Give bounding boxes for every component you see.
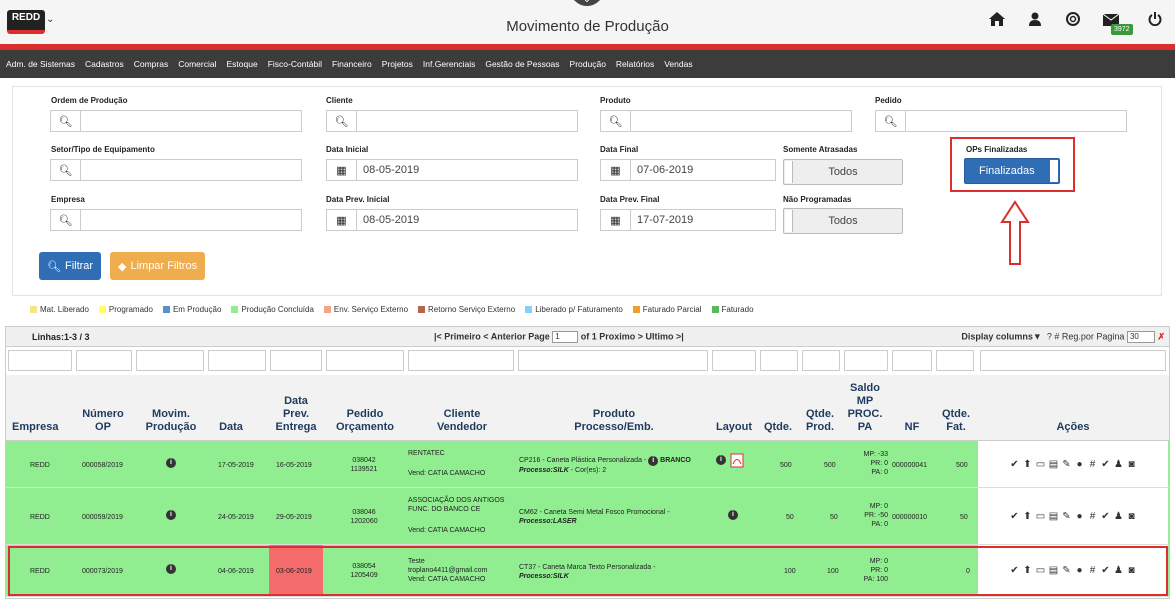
menu-item-financeiro[interactable]: Financeiro: [332, 59, 372, 69]
col-search-input[interactable]: [802, 350, 840, 371]
camera-icon[interactable]: ◙: [1128, 510, 1135, 522]
clear-filter-icon[interactable]: ✗: [1157, 331, 1165, 342]
menu-item-cadastros[interactable]: Cadastros: [84, 59, 124, 69]
col-search-input[interactable]: [712, 350, 756, 371]
info-icon[interactable]: i: [166, 564, 176, 574]
info-icon[interactable]: ●: [1076, 510, 1083, 522]
user-icon[interactable]: [1025, 12, 1045, 32]
prev-inicial-value: 08-05-2019: [363, 214, 420, 226]
col-header-produto[interactable]: Produto Processo/Emb.: [574, 408, 654, 433]
legend-item: Em Produção: [163, 305, 221, 314]
limpar-filtros-button[interactable]: ◆ Limpar Filtros: [110, 252, 205, 280]
col-header-empresa[interactable]: Empresa: [12, 421, 59, 433]
chevron-down-icon[interactable]: ⌄: [46, 14, 55, 25]
prev-inicial-field[interactable]: [326, 209, 578, 231]
mail-icon[interactable]: [1101, 12, 1130, 33]
pdf-icon[interactable]: [730, 453, 744, 471]
cell-pedido[interactable]: 038054 1205409: [350, 563, 378, 579]
display-columns-button[interactable]: Display columns▼: [961, 331, 1042, 342]
menu-item-adm[interactable]: Adm. de Sistemas: [6, 59, 75, 69]
setor-field[interactable]: [50, 159, 302, 181]
pedido-label: Pedido: [875, 96, 902, 105]
cell-data: 04-06-2019: [218, 568, 254, 575]
logo-badge: REDD: [7, 10, 45, 34]
data-final-value: 07-06-2019: [637, 164, 694, 176]
col-header-acoes: Ações: [1056, 421, 1090, 433]
support-icon[interactable]: [1063, 12, 1083, 32]
hash-icon[interactable]: #: [1089, 510, 1096, 522]
search-icon[interactable]: 🔍︎: [327, 111, 357, 131]
layout-info-icon[interactable]: i: [728, 510, 738, 520]
edit-icon[interactable]: ✎: [1062, 458, 1071, 470]
menu-item-projetos[interactable]: Projetos: [381, 59, 413, 69]
cell-qtde-fat: 50: [960, 514, 968, 521]
info-icon[interactable]: i: [648, 456, 658, 466]
menu-item-vendas[interactable]: Vendas: [664, 59, 693, 69]
cell-qtde-fat: 500: [956, 462, 968, 469]
power-icon[interactable]: [1145, 12, 1165, 32]
atrasadas-toggle[interactable]: [783, 159, 903, 185]
menu-item-fisco[interactable]: Fisco-Contábil: [267, 59, 323, 69]
cliente-field[interactable]: [326, 110, 578, 132]
page-select[interactable]: 1: [552, 331, 578, 343]
ordem-label: Ordem de Produção: [51, 96, 128, 105]
atrasadas-value: Todos: [828, 166, 858, 178]
check-icon[interactable]: ✔: [1010, 565, 1019, 576]
cell-qtde-prod: 50: [830, 514, 838, 521]
nao-programadas-value: Todos: [828, 215, 858, 227]
calendar-icon[interactable]: ▦: [601, 160, 631, 180]
menu-item-compras[interactable]: Compras: [133, 59, 169, 69]
ops-finalizadas-label: OPs Finalizadas: [966, 145, 1028, 154]
per-page-select[interactable]: 30: [1127, 331, 1155, 343]
search-icon[interactable]: 🔍︎: [51, 160, 81, 180]
workers-icon[interactable]: ♟: [1114, 510, 1123, 522]
monitor-icon[interactable]: ▭: [1035, 510, 1046, 522]
cell-nf: 000000041: [892, 462, 928, 469]
data-inicial-field[interactable]: [326, 159, 578, 181]
col-header-data[interactable]: Data: [219, 421, 243, 433]
cell-qtde: 100: [784, 568, 796, 575]
pager-bar: Linhas:1-3 / 3 |< Primeiro < Anterior Page 1 of 1 Proximo > Ultimo >| Display columns▼ ? # Reg.por Pagina 30 ✗: [6, 327, 1169, 347]
search-icon[interactable]: 🔍︎: [876, 111, 906, 131]
pedido-field[interactable]: [875, 110, 1127, 132]
setor-label: Setor/Tipo de Equipamento: [51, 145, 155, 154]
col-search-input[interactable]: [326, 350, 404, 371]
collapse-header-icon[interactable]: [570, 0, 604, 6]
cell-produto: CP216 - Caneta Plástica Personalizada - i BRANCO Processo:SILK - Cor(es): 2: [519, 457, 691, 474]
cell-data: 17-05-2019: [218, 462, 254, 469]
cell-empresa: REDD: [30, 462, 50, 469]
main-menu: [0, 50, 1175, 78]
row-actions: [978, 488, 1168, 544]
col-header-prev[interactable]: Data Prev. Entrega: [275, 395, 317, 433]
menu-item-inf-gerenciais[interactable]: Inf.Gerenciais: [422, 59, 476, 69]
mail-count-badge: 3972: [1111, 24, 1133, 35]
ops-finalizadas-toggle[interactable]: [964, 158, 1060, 184]
workers-icon[interactable]: ♟: [1114, 565, 1123, 576]
upload-icon[interactable]: ⬆: [1023, 510, 1032, 522]
col-header-saldo[interactable]: Saldo MP PROC. PA: [847, 382, 883, 433]
cell-qtde: 500: [780, 462, 792, 469]
row-highlight-box: [8, 546, 1168, 596]
ops-finalizadas-value: Finalizadas: [979, 165, 1035, 177]
cell-qtde-prod: 100: [827, 568, 839, 575]
filtrar-button[interactable]: 🔍︎ Filtrar: [39, 252, 101, 280]
upload-icon[interactable]: ⬆: [1023, 565, 1032, 576]
layout-info-icon[interactable]: i: [716, 455, 726, 465]
cell-nf: 000000010: [892, 514, 928, 521]
search-icon[interactable]: 🔍︎: [601, 111, 631, 131]
approve-icon[interactable]: ✔: [1101, 458, 1110, 470]
approve-icon[interactable]: ✔: [1101, 565, 1110, 576]
cell-saldo: MP: 0 PR: 0 PA: 100: [863, 558, 888, 583]
col-search-input[interactable]: [76, 350, 132, 371]
col-search-input[interactable]: [208, 350, 266, 371]
app-header: [0, 0, 1175, 44]
col-search-input[interactable]: [760, 350, 798, 371]
cell-empresa: REDD: [30, 568, 50, 575]
prev-final-field[interactable]: [600, 209, 776, 231]
legend-item: Faturado: [712, 305, 754, 314]
cell-qtde-prod: 500: [824, 462, 836, 469]
table-row[interactable]: [6, 488, 1169, 545]
cell-pedido[interactable]: 038046 1202060: [350, 509, 378, 525]
calendar-icon[interactable]: ▦: [327, 210, 357, 230]
col-header-nf[interactable]: NF: [904, 421, 920, 433]
ordem-field[interactable]: [50, 110, 302, 132]
legend-item: Produção Concluída: [231, 305, 314, 314]
cell-pedido[interactable]: 038042 1139521: [350, 457, 378, 473]
col-search-input[interactable]: [408, 350, 514, 371]
pager-nav[interactable]: |< Primeiro < Anterior Page 1 of 1 Proximo > Ultimo >|: [434, 331, 684, 342]
info-icon[interactable]: ●: [1076, 565, 1083, 576]
cell-prev: 29-05-2019: [276, 514, 312, 521]
legend-item: Liberado p/ Faturamento: [525, 305, 623, 314]
col-search-input[interactable]: [936, 350, 974, 371]
col-search-input[interactable]: [844, 350, 888, 371]
upload-icon[interactable]: ⬆: [1023, 458, 1032, 470]
cell-qtde: 50: [786, 514, 794, 521]
col-search-input[interactable]: [8, 350, 72, 371]
data-inicial-label: Data Inicial: [326, 145, 369, 154]
cell-numero: 000058/2019: [82, 462, 123, 469]
cell-cliente: RENTATEC: [408, 450, 445, 457]
workers-icon[interactable]: ♟: [1114, 458, 1123, 470]
col-header-pedido[interactable]: Pedido Orçamento: [335, 408, 395, 433]
prev-final-label: Data Prev. Final: [600, 195, 660, 204]
prev-final-value: 17-07-2019: [637, 214, 694, 226]
cell-vendedor: Vend: CATIA CAMACHO: [408, 527, 486, 534]
data-final-label: Data Final: [600, 145, 639, 154]
cell-empresa: REDD: [30, 514, 50, 521]
cell-saldo: MP: -33 PR: 0 PA: 0: [863, 451, 888, 476]
document-icon[interactable]: ▤: [1048, 458, 1059, 470]
info-icon[interactable]: ●: [1076, 458, 1083, 470]
col-search-input[interactable]: [892, 350, 932, 371]
legend-item: Env. Serviço Externo: [324, 305, 408, 314]
document-icon[interactable]: ▤: [1048, 510, 1059, 522]
row-actions: [978, 441, 1168, 487]
col-search-input[interactable]: [270, 350, 322, 371]
produto-field[interactable]: [600, 110, 852, 132]
col-search-input[interactable]: [136, 350, 204, 371]
menu-item-producao[interactable]: Produção: [569, 59, 606, 69]
document-icon[interactable]: ▤: [1048, 565, 1059, 576]
cell-vendedor: Vend: CATIA CAMACHO: [408, 576, 486, 583]
cell-data: 24-05-2019: [218, 514, 254, 521]
legend-item: Retorno Serviço Externo: [418, 305, 515, 314]
nao-programadas-toggle[interactable]: [783, 208, 903, 234]
empresa-label: Empresa: [51, 195, 85, 204]
col-header-qtde[interactable]: Qtde.: [763, 421, 793, 433]
col-header-cliente[interactable]: Cliente Vendedor: [436, 408, 488, 433]
search-icon: 🔍︎: [47, 260, 61, 273]
table-header: [6, 375, 1169, 441]
lines-count: Linhas:1-3 / 3: [32, 332, 90, 342]
cell-prev: 03-06-2019: [276, 568, 312, 575]
up-arrow-annotation: [1000, 200, 1030, 271]
approve-icon[interactable]: ✔: [1101, 510, 1110, 522]
cliente-label: Cliente: [326, 96, 353, 105]
col-header-qtde-fat[interactable]: Qtde. Fat.: [941, 408, 971, 433]
camera-icon[interactable]: ◙: [1128, 565, 1135, 576]
prev-inicial-label: Data Prev. Inicial: [326, 195, 390, 204]
cell-qtde-fat: 0: [966, 568, 970, 575]
col-header-qtde-prod[interactable]: Qtde. Prod.: [805, 408, 835, 433]
legend-item: Faturado Parcial: [633, 305, 702, 314]
menu-item-comercial[interactable]: Comercial: [178, 59, 217, 69]
hash-icon[interactable]: #: [1089, 458, 1096, 470]
cell-saldo: MP: 0 PR: -50 PA: 0: [864, 503, 888, 528]
table-row[interactable]: [6, 441, 1169, 488]
check-icon[interactable]: ✔: [1010, 458, 1019, 470]
home-icon[interactable]: [987, 12, 1007, 32]
column-search-row: [6, 348, 1169, 374]
menu-item-gestao-pessoas[interactable]: Gestão de Pessoas: [485, 59, 560, 69]
hash-icon[interactable]: #: [1089, 565, 1096, 576]
search-icon[interactable]: 🔍︎: [51, 210, 81, 230]
cell-numero: 000059/2019: [82, 514, 123, 521]
cell-cliente: Teste troplano4411@gmail.com: [408, 558, 488, 574]
produto-label: Produto: [600, 96, 631, 105]
edit-icon[interactable]: ✎: [1062, 510, 1071, 522]
col-header-layout[interactable]: Layout: [715, 421, 753, 433]
cell-vendedor: Vend: CATIA CAMACHO: [408, 470, 486, 477]
cell-numero: 000073/2019: [82, 568, 123, 575]
menu-item-estoque[interactable]: Estoque: [226, 59, 258, 69]
data-final-field[interactable]: [600, 159, 776, 181]
col-header-movim[interactable]: Movim. Produção: [145, 408, 197, 433]
search-icon[interactable]: 🔍︎: [51, 111, 81, 131]
calendar-icon[interactable]: ▦: [601, 210, 631, 230]
camera-icon[interactable]: ◙: [1128, 458, 1135, 470]
monitor-icon[interactable]: ▭: [1035, 458, 1046, 470]
menu-item-relatorios[interactable]: Relatórios: [615, 59, 655, 69]
eraser-icon: ◆: [118, 260, 127, 273]
calendar-icon[interactable]: ▦: [327, 160, 357, 180]
check-icon[interactable]: ✔: [1010, 510, 1019, 522]
page-title: Movimento de Produção: [506, 18, 669, 35]
info-icon[interactable]: i: [166, 458, 176, 468]
cell-produto: CT37 - Caneta Marca Texto Personalizada - Processo:SILK: [519, 564, 656, 580]
cell-cliente: ASSOCIAÇÃO DOS ANTIGOS FUNC. DO BANCO CE: [408, 497, 505, 513]
col-search-input[interactable]: [980, 350, 1166, 371]
legend-item: Programado: [99, 305, 153, 314]
monitor-icon[interactable]: ▭: [1035, 565, 1046, 576]
status-legend: [30, 305, 754, 314]
empresa-field[interactable]: [50, 209, 302, 231]
nao-programadas-label: Não Programadas: [783, 195, 852, 204]
col-search-input[interactable]: [518, 350, 708, 371]
cell-prev: 16-05-2019: [276, 462, 312, 469]
edit-icon[interactable]: ✎: [1062, 565, 1071, 576]
data-inicial-value: 08-05-2019: [363, 164, 420, 176]
atrasadas-label: Somente Atrasadas: [783, 145, 858, 154]
info-icon[interactable]: i: [166, 510, 176, 520]
legend-item: Mat. Liberado: [30, 305, 89, 314]
col-header-numero[interactable]: Número OP: [82, 408, 124, 433]
cell-produto: CM62 - Caneta Semi Metal Fosco Promocional - Processo:LASER: [519, 509, 670, 525]
